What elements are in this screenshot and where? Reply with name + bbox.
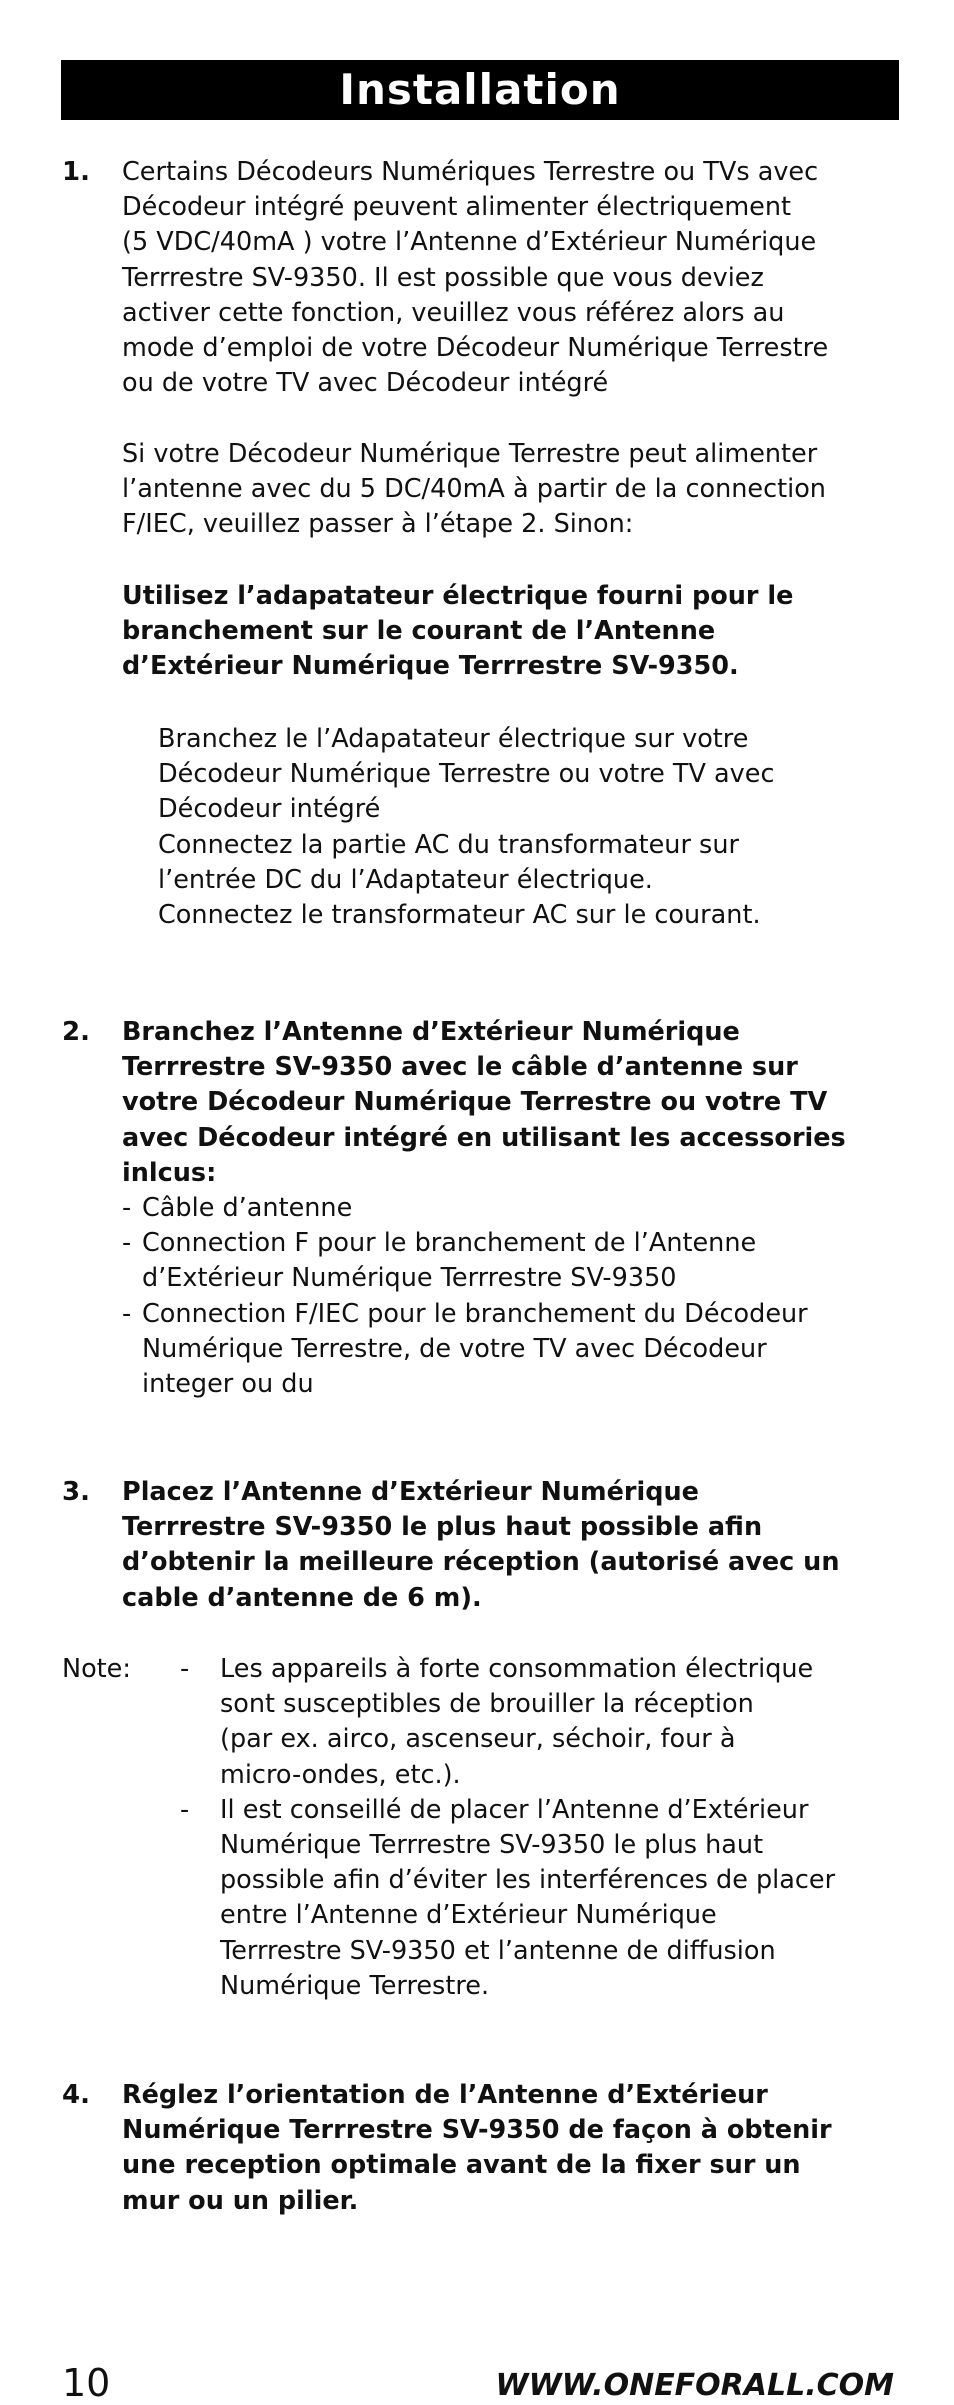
- page-title: Installation: [61, 60, 899, 120]
- text-line: d’Extérieur Numérique Terrrestre SV-9350: [142, 1263, 677, 1294]
- text-line: Décodeur intégré: [158, 794, 381, 825]
- text-line: micro-ondes, etc.).: [220, 1759, 461, 1790]
- page-number: 10: [62, 2361, 111, 2405]
- text-line: mode d’emploi de votre Décodeur Numérique Terrestre: [122, 333, 829, 364]
- text-line: Branchez le l’Adapatateur électrique sur votre: [158, 724, 749, 754]
- step-1-sub-instructions: [158, 722, 898, 933]
- step-1-bold-instruction: [122, 579, 902, 685]
- text-line: votre Décodeur Numérique Terrestre ou votre TV: [122, 1087, 828, 1118]
- text-line: cable d’antenne de 6 m).: [122, 1582, 482, 1613]
- text-line: integer ou du: [142, 1369, 314, 1400]
- text-line: activer cette fonction, veuillez vous référez alors au: [122, 297, 785, 328]
- list-dash: -: [180, 1794, 190, 1825]
- list-item: [122, 1226, 902, 1296]
- text-line: (par ex. airco, ascenseur, séchoir, four à: [220, 1724, 736, 1755]
- text-line: Branchez l’Antenne d’Extérieur Numérique: [122, 1017, 740, 1047]
- text-line: Terrrestre SV-9350 le plus haut possible afin: [122, 1512, 763, 1543]
- text-line: Décodeur Numérique Terrestre ou votre TV avec: [158, 759, 775, 790]
- text-line: Certains Décodeurs Numériques Terrestre ou TVs avec: [122, 157, 819, 187]
- text-line: Connectez la partie AC du transformateur sur: [158, 829, 739, 860]
- text-line: Il est conseillé de placer l’Antenne d’Extérieur: [220, 1794, 809, 1825]
- list-item: [180, 1793, 880, 2004]
- text-line: possible afin d’éviter les interférences de placer: [220, 1865, 836, 1896]
- text-line: Décodeur intégré peuvent alimenter électriquement: [122, 192, 792, 223]
- text-line: Terrrestre SV-9350. Il est possible que vous deviez: [122, 262, 764, 293]
- text-line: Si votre Décodeur Numérique Terrestre peut alimenter: [122, 439, 818, 469]
- text-line: Numérique Terrestre, de votre TV avec Décodeur: [142, 1333, 767, 1364]
- text-line: Utilisez l’adapatateur électrique fourni pour le: [122, 581, 794, 611]
- note-list: [180, 1652, 880, 2004]
- text-line: Réglez l’orientation de l’Antenne d’Extérieur: [122, 2080, 768, 2110]
- text-line: d’Extérieur Numérique Terrrestre SV-9350.: [122, 651, 739, 682]
- text-line: Câble d’antenne: [142, 1193, 353, 1223]
- text-line: Terrrestre SV-9350 avec le câble d’antenne sur: [122, 1052, 798, 1083]
- step-2-number: 2.: [62, 1017, 90, 1047]
- step-1-text: [122, 155, 902, 401]
- text-line: Connectez le transformateur AC sur le courant.: [158, 900, 761, 931]
- text-line: l’antenne avec du 5 DC/40mA à partir de la connection: [122, 474, 826, 505]
- list-dash: -: [180, 1654, 190, 1684]
- text-line: Placez l’Antenne d’Extérieur Numérique: [122, 1477, 699, 1507]
- text-line: (5 VDC/40mA ) votre l’Antenne d’Extérieur Numérique: [122, 227, 817, 258]
- list-dash: -: [122, 1298, 132, 1329]
- text-line: ou de votre TV avec Décodeur intégré: [122, 368, 609, 399]
- text-line: l’entrée DC du l’Adaptateur électrique.: [158, 864, 653, 895]
- list-item: [122, 1297, 902, 1403]
- step-2-bold-instruction: [122, 1015, 902, 1191]
- list-item: [180, 1652, 880, 1793]
- step-1-number: 1.: [62, 157, 90, 187]
- text-line: mur ou un pilier.: [122, 2185, 359, 2216]
- text-line: avec Décodeur intégré en utilisant les accessories: [122, 1122, 846, 1153]
- text-line: entre l’Antenne d’Extérieur Numérique: [220, 1900, 717, 1931]
- text-line: d’obtenir la meilleure réception (autorisé avec un: [122, 1547, 840, 1578]
- step-3-bold-instruction: [122, 1475, 902, 1616]
- text-line: inlcus:: [122, 1157, 217, 1188]
- text-line: Connection F pour le branchement de l’Antenne: [142, 1228, 757, 1259]
- text-line: F/IEC, veuillez passer à l’étape 2. Sinon:: [122, 509, 634, 540]
- text-line: branchement sur le courant de l’Antenne: [122, 616, 716, 647]
- text-line: une reception optimale avant de la fixer sur un: [122, 2150, 801, 2181]
- text-line: Connection F/IEC pour le branchement du Décodeur: [142, 1298, 808, 1329]
- note-label: Note:: [62, 1654, 131, 1684]
- step-3-number: 3.: [62, 1477, 90, 1507]
- text-line: sont susceptibles de brouiller la réception: [220, 1689, 754, 1720]
- website-url: WWW.ONEFORALL.COM: [495, 2368, 894, 2403]
- list-item: [122, 1191, 902, 1226]
- step-1-paragraph-2: [122, 437, 902, 543]
- step-4-bold-instruction: [122, 2078, 902, 2219]
- text-line: Les appareils à forte consommation électrique: [220, 1654, 814, 1684]
- step-4-number: 4.: [62, 2080, 90, 2110]
- list-dash: -: [122, 1228, 132, 1259]
- text-line: Numérique Terrestre.: [220, 1970, 490, 2001]
- text-line: Terrrestre SV-9350 et l’antenne de diffusion: [220, 1935, 776, 1966]
- text-line: Numérique Terrrestre SV-9350 le plus haut: [220, 1830, 764, 1861]
- step-2-accessories-list: [122, 1191, 902, 1402]
- text-line: Numérique Terrrestre SV-9350 de façon à obtenir: [122, 2115, 832, 2146]
- list-dash: -: [122, 1193, 132, 1223]
